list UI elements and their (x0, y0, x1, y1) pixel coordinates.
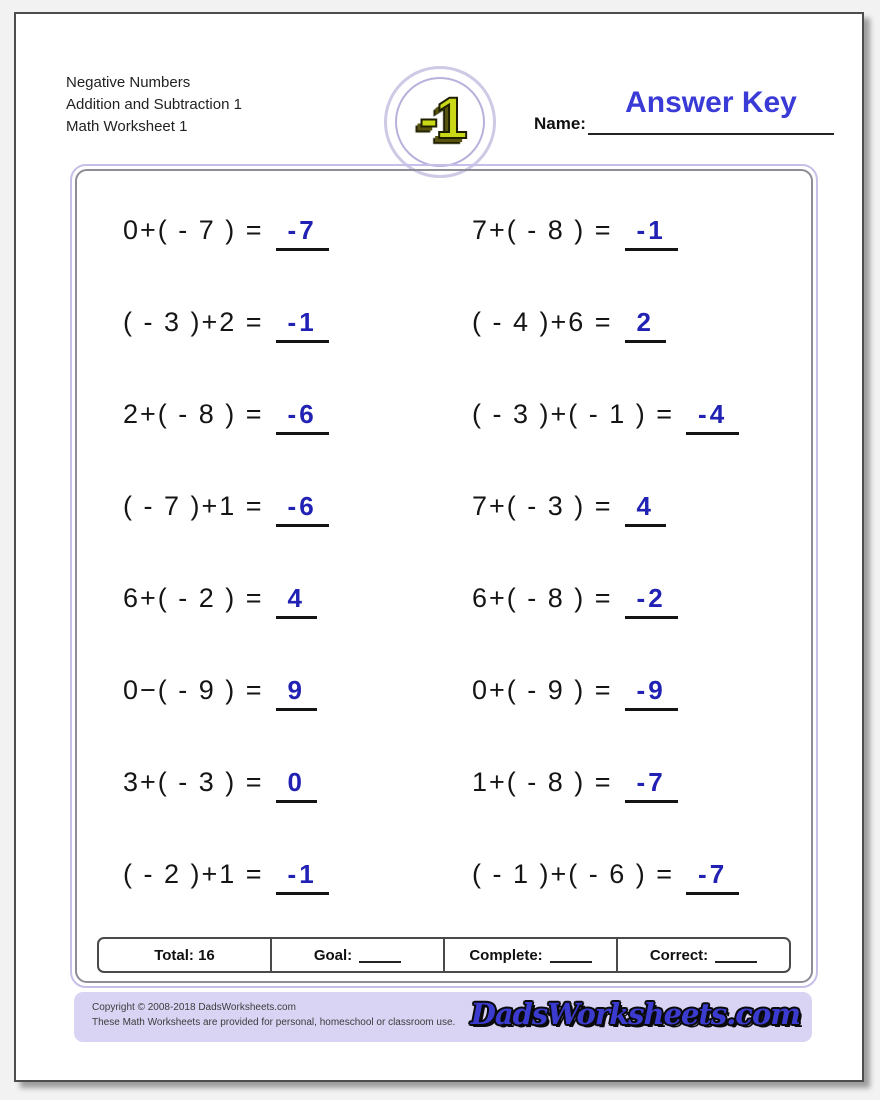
blank-line (550, 948, 592, 963)
total-cell-label: Total: 16 (154, 946, 215, 964)
problem-answer: -7 (686, 861, 739, 894)
total-cell-label: Complete: (469, 946, 543, 964)
problem (444, 399, 811, 434)
problem-answer: -6 (276, 401, 329, 434)
copyright-line-1: Copyright © 2008-2018 DadsWorksheets.com (92, 1002, 296, 1013)
problem-expression: ( - 2 )+1 = (123, 859, 264, 890)
worksheet-page (14, 12, 864, 1082)
copyright-text (92, 1000, 455, 1030)
title-line-2: Addition and Subtraction 1 (66, 96, 242, 113)
problem (444, 859, 811, 894)
problem-answer: -2 (625, 585, 678, 618)
problem-expression: 6+( - 8 ) = (472, 583, 613, 614)
title-line-3: Math Worksheet 1 (66, 118, 188, 135)
total-cell (99, 939, 272, 971)
totals-bar (97, 937, 791, 973)
problem-answer: 0 (276, 769, 317, 802)
badge-number: -1 (419, 85, 465, 151)
problem-answer: -7 (276, 217, 329, 250)
problem-expression: 3+( - 3 ) = (123, 767, 264, 798)
problem-expression: 0+( - 9 ) = (472, 675, 613, 706)
name-underline (588, 133, 834, 135)
problem-expression: 0−( - 9 ) = (123, 675, 264, 706)
total-cell (618, 939, 789, 971)
problem (444, 491, 811, 526)
problem (77, 307, 444, 342)
problem-answer: -9 (625, 677, 678, 710)
problem-expression: 6+( - 2 ) = (123, 583, 264, 614)
negative-one-badge (384, 66, 496, 178)
total-cell-label: Goal: (313, 946, 353, 964)
problem-expression: 0+( - 7 ) = (123, 215, 264, 246)
problem-answer: 4 (276, 585, 317, 618)
worksheet-title (66, 72, 242, 138)
total-cell-label: Correct: (649, 946, 709, 964)
problem (77, 767, 444, 802)
problem-expression: 7+( - 8 ) = (472, 215, 613, 246)
problem-expression: 7+( - 3 ) = (472, 491, 613, 522)
name-area (530, 86, 836, 138)
problem-expression: ( - 1 )+( - 6 ) = (472, 859, 675, 890)
problems-box-outer (70, 164, 818, 988)
problem-answer: -1 (276, 861, 329, 894)
problem (77, 215, 444, 250)
problem-answer: -7 (625, 769, 678, 802)
problems-grid (77, 187, 811, 923)
total-cell (272, 939, 445, 971)
dadsworksheets-logo: DadsWorksheets.com (470, 997, 800, 1031)
problem (444, 307, 811, 342)
problem (444, 675, 811, 710)
problem-answer: -4 (686, 401, 739, 434)
problem (77, 583, 444, 618)
problem (444, 583, 811, 618)
problem-expression: ( - 7 )+1 = (123, 491, 264, 522)
problem-answer: 9 (276, 677, 317, 710)
problem (77, 491, 444, 526)
problem (77, 859, 444, 894)
problem-answer: -1 (276, 309, 329, 342)
problem (444, 767, 811, 802)
problem (77, 675, 444, 710)
problem-expression: ( - 3 )+2 = (123, 307, 264, 338)
problem-answer: 2 (625, 309, 666, 342)
problem-expression: ( - 4 )+6 = (472, 307, 613, 338)
problem (444, 215, 811, 250)
name-label: Name: (534, 114, 586, 133)
blank-line (359, 948, 401, 963)
footer-bar (74, 992, 812, 1042)
problems-box-inner (75, 169, 813, 983)
blank-line (715, 948, 757, 963)
title-line-1: Negative Numbers (66, 74, 191, 91)
problem-answer: -1 (625, 217, 678, 250)
problem (77, 399, 444, 434)
problem-answer: 4 (625, 493, 666, 526)
problem-answer: -6 (276, 493, 329, 526)
total-cell (445, 939, 618, 971)
problem-expression: ( - 3 )+( - 1 ) = (472, 399, 675, 430)
answer-key-text: Answer Key (625, 86, 797, 119)
problem-expression: 2+( - 8 ) = (123, 399, 264, 430)
copyright-line-2: These Math Worksheets are provided for personal, homeschool or classroom use. (92, 1017, 456, 1028)
problem-expression: 1+( - 8 ) = (472, 767, 613, 798)
badge-inner-ring (395, 77, 485, 167)
